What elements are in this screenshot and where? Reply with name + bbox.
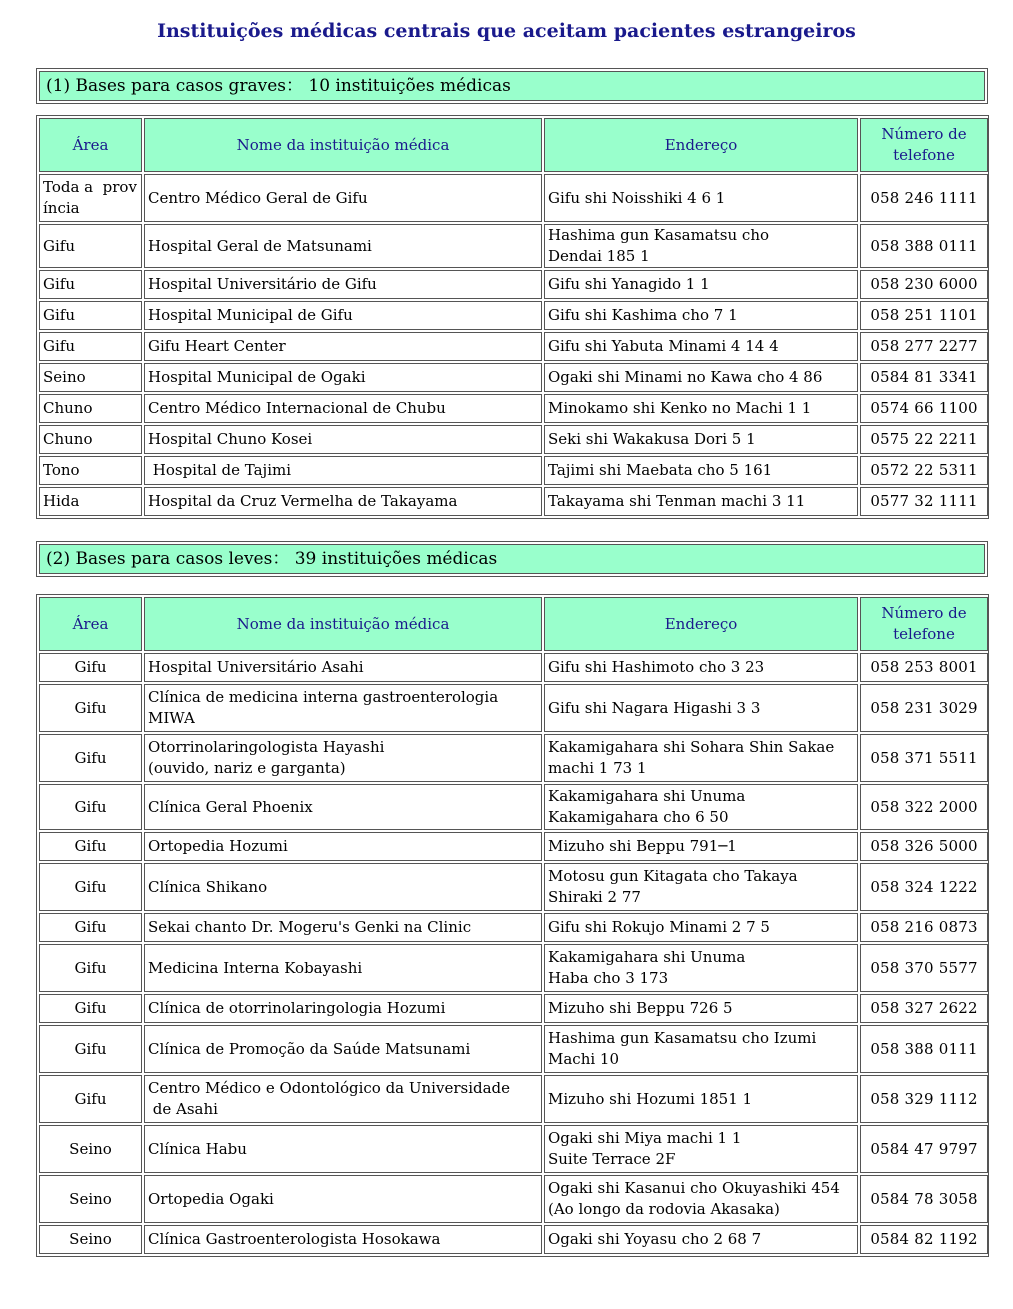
- phone-cell: 0584 81 3341: [860, 363, 988, 392]
- phone-cell: 058 327 2622: [860, 994, 988, 1023]
- institution-name-cell: Clínica Habu: [144, 1125, 542, 1173]
- address-cell: Gifu shi Rokujo Minami 2 7 5: [544, 913, 858, 942]
- column-header-name: Nome da instituição médica: [144, 118, 542, 172]
- column-header-address: Endereço: [544, 118, 858, 172]
- institution-name-cell: Clínica Shikano: [144, 863, 542, 911]
- table-row: [39, 456, 988, 485]
- area-cell: Gifu: [39, 734, 142, 782]
- table-row: [39, 332, 988, 361]
- phone-cell: 058 326 5000: [860, 832, 988, 861]
- address-cell: Gifu shi Nagara Higashi 3 3: [544, 684, 858, 732]
- table-row: [39, 487, 988, 516]
- institution-name-cell: Clínica de Promoção da Saúde Matsunami: [144, 1025, 542, 1073]
- area-cell: Gifu: [39, 684, 142, 732]
- institution-name-cell: Hospital da Cruz Vermelha de Takayama: [144, 487, 542, 516]
- institution-name-cell: Hospital de Tajimi: [144, 456, 542, 485]
- address-cell: Gifu shi Yabuta Minami 4 14 4: [544, 332, 858, 361]
- area-cell: Gifu: [39, 270, 142, 299]
- address-cell: Hashima gun Kasamatsu cho Dendai 185 1: [544, 224, 858, 268]
- address-cell: Takayama shi Tenman machi 3 11: [544, 487, 858, 516]
- table-row: [39, 994, 988, 1023]
- section-1-heading: (1) Bases para casos graves： 10 instituições médicas: [39, 71, 985, 101]
- phone-cell: 058 324 1222: [860, 863, 988, 911]
- area-cell: Toda a prov íncia: [39, 174, 142, 222]
- table-row: [39, 1175, 988, 1223]
- area-cell: Gifu: [39, 944, 142, 992]
- phone-cell: 058 388 0111: [860, 224, 988, 268]
- table-row: [39, 784, 988, 830]
- section-2-header: [36, 541, 988, 577]
- area-cell: Hida: [39, 487, 142, 516]
- table-header-row: [39, 597, 988, 651]
- institution-name-cell: Clínica Geral Phoenix: [144, 784, 542, 830]
- area-cell: Seino: [39, 1225, 142, 1254]
- table-row: [39, 224, 988, 268]
- institution-name-cell: Hospital Municipal de Ogaki: [144, 363, 542, 392]
- phone-cell: 0575 22 2211: [860, 425, 988, 454]
- table-row: [39, 301, 988, 330]
- address-cell: Tajimi shi Maebata cho 5 161: [544, 456, 858, 485]
- address-cell: Seki shi Wakakusa Dori 5 1: [544, 425, 858, 454]
- institution-name-cell: Ortopedia Hozumi: [144, 832, 542, 861]
- phone-cell: 0577 32 1111: [860, 487, 988, 516]
- address-cell: Kakamigahara shi Unuma Haba cho 3 173: [544, 944, 858, 992]
- address-cell: Gifu shi Kashima cho 7 1: [544, 301, 858, 330]
- section-2-table: [36, 594, 989, 1257]
- institution-name-cell: Hospital Universitário de Gifu: [144, 270, 542, 299]
- institution-name-cell: Gifu Heart Center: [144, 332, 542, 361]
- table-row: [39, 270, 988, 299]
- table-row: [39, 944, 988, 992]
- area-cell: Gifu: [39, 224, 142, 268]
- area-cell: Seino: [39, 1125, 142, 1173]
- area-cell: Gifu: [39, 913, 142, 942]
- table-row: [39, 913, 988, 942]
- phone-cell: 058 216 0873: [860, 913, 988, 942]
- phone-cell: 058 388 0111: [860, 1025, 988, 1073]
- address-cell: Ogaki shi Yoyasu cho 2 68 7: [544, 1225, 858, 1254]
- table-row: [39, 363, 988, 392]
- table-row: [39, 832, 988, 861]
- area-cell: Gifu: [39, 301, 142, 330]
- section-1-table: [36, 115, 989, 519]
- institution-name-cell: Ortopedia Ogaki: [144, 1175, 542, 1223]
- address-cell: Gifu shi Noisshiki 4 6 1: [544, 174, 858, 222]
- institution-name-cell: Centro Médico e Odontológico da Universidade de Asahi: [144, 1075, 542, 1123]
- institution-name-cell: Medicina Interna Kobayashi: [144, 944, 542, 992]
- institution-name-cell: Clínica de medicina interna gastroenterologia MIWA: [144, 684, 542, 732]
- area-cell: Chuno: [39, 394, 142, 423]
- address-cell: Ogaki shi Kasanui cho Okuyashiki 454 (Ao longo da rodovia Akasaka): [544, 1175, 858, 1223]
- phone-cell: 058 370 5577: [860, 944, 988, 992]
- section-2-heading: (2) Bases para casos leves： 39 instituições médicas: [39, 544, 985, 574]
- phone-cell: 058 251 1101: [860, 301, 988, 330]
- address-cell: Mizuho shi Beppu 726 5: [544, 994, 858, 1023]
- area-cell: Gifu: [39, 863, 142, 911]
- institution-name-cell: Hospital Universitário Asahi: [144, 653, 542, 682]
- phone-cell: 058 230 6000: [860, 270, 988, 299]
- address-cell: Minokamo shi Kenko no Machi 1 1: [544, 394, 858, 423]
- address-cell: Gifu shi Hashimoto cho 3 23: [544, 653, 858, 682]
- institution-name-cell: Centro Médico Internacional de Chubu: [144, 394, 542, 423]
- column-header-phone: Número de telefone: [860, 597, 988, 651]
- area-cell: Seino: [39, 363, 142, 392]
- table-row: [39, 734, 988, 782]
- page-title: Instituições médicas centrais que aceitam pacientes estrangeiros: [157, 20, 856, 42]
- address-cell: Gifu shi Yanagido 1 1: [544, 270, 858, 299]
- phone-cell: 058 253 8001: [860, 653, 988, 682]
- table-row: [39, 684, 988, 732]
- table-header-row: [39, 118, 988, 172]
- institution-name-cell: Clínica de otorrinolaringologia Hozumi: [144, 994, 542, 1023]
- table-row: [39, 1075, 988, 1123]
- institution-name-cell: Centro Médico Geral de Gifu: [144, 174, 542, 222]
- column-header-name: Nome da instituição médica: [144, 597, 542, 651]
- table-row: [39, 1025, 988, 1073]
- phone-cell: 058 277 2277: [860, 332, 988, 361]
- area-cell: Seino: [39, 1175, 142, 1223]
- table-row: [39, 653, 988, 682]
- phone-cell: 058 231 3029: [860, 684, 988, 732]
- area-cell: Gifu: [39, 332, 142, 361]
- phone-cell: 058 371 5511: [860, 734, 988, 782]
- table-row: [39, 394, 988, 423]
- section-1-header: [36, 68, 988, 104]
- column-header-phone: Número de telefone: [860, 118, 988, 172]
- table-row: [39, 174, 988, 222]
- address-cell: Ogaki shi Minami no Kawa cho 4 86: [544, 363, 858, 392]
- address-cell: Mizuho shi Hozumi 1851 1: [544, 1075, 858, 1123]
- phone-cell: 0584 78 3058: [860, 1175, 988, 1223]
- address-cell: Kakamigahara shi Sohara Shin Sakae machi 1 73 1: [544, 734, 858, 782]
- column-header-area: Área: [39, 597, 142, 651]
- address-cell: Mizuho shi Beppu 791─1: [544, 832, 858, 861]
- area-cell: Chuno: [39, 425, 142, 454]
- phone-cell: 058 329 1112: [860, 1075, 988, 1123]
- address-cell: Motosu gun Kitagata cho Takaya Shiraki 2 77: [544, 863, 858, 911]
- address-cell: Ogaki shi Miya machi 1 1 Suite Terrace 2F: [544, 1125, 858, 1173]
- area-cell: Gifu: [39, 1075, 142, 1123]
- area-cell: Gifu: [39, 832, 142, 861]
- phone-cell: 058 322 2000: [860, 784, 988, 830]
- column-header-address: Endereço: [544, 597, 858, 651]
- phone-cell: 0572 22 5311: [860, 456, 988, 485]
- column-header-area: Área: [39, 118, 142, 172]
- table-row: [39, 1125, 988, 1173]
- institution-name-cell: Hospital Geral de Matsunami: [144, 224, 542, 268]
- institution-name-cell: Otorrinolaringologista Hayashi (ouvido, nariz e garganta): [144, 734, 542, 782]
- phone-cell: 0574 66 1100: [860, 394, 988, 423]
- institution-name-cell: Sekai chanto Dr. Mogeru's Genki na Clinic: [144, 913, 542, 942]
- phone-cell: 058 246 1111: [860, 174, 988, 222]
- table-row: [39, 863, 988, 911]
- area-cell: Gifu: [39, 784, 142, 830]
- table-row: [39, 1225, 988, 1254]
- area-cell: Gifu: [39, 994, 142, 1023]
- area-cell: Gifu: [39, 653, 142, 682]
- area-cell: Tono: [39, 456, 142, 485]
- address-cell: Kakamigahara shi Unuma Kakamigahara cho 6 50: [544, 784, 858, 830]
- table-row: [39, 425, 988, 454]
- institution-name-cell: Hospital Chuno Kosei: [144, 425, 542, 454]
- area-cell: Gifu: [39, 1025, 142, 1073]
- address-cell: Hashima gun Kasamatsu cho Izumi Machi 10: [544, 1025, 858, 1073]
- institution-name-cell: Hospital Municipal de Gifu: [144, 301, 542, 330]
- phone-cell: 0584 47 9797: [860, 1125, 988, 1173]
- phone-cell: 0584 82 1192: [860, 1225, 988, 1254]
- institution-name-cell: Clínica Gastroenterologista Hosokawa: [144, 1225, 542, 1254]
